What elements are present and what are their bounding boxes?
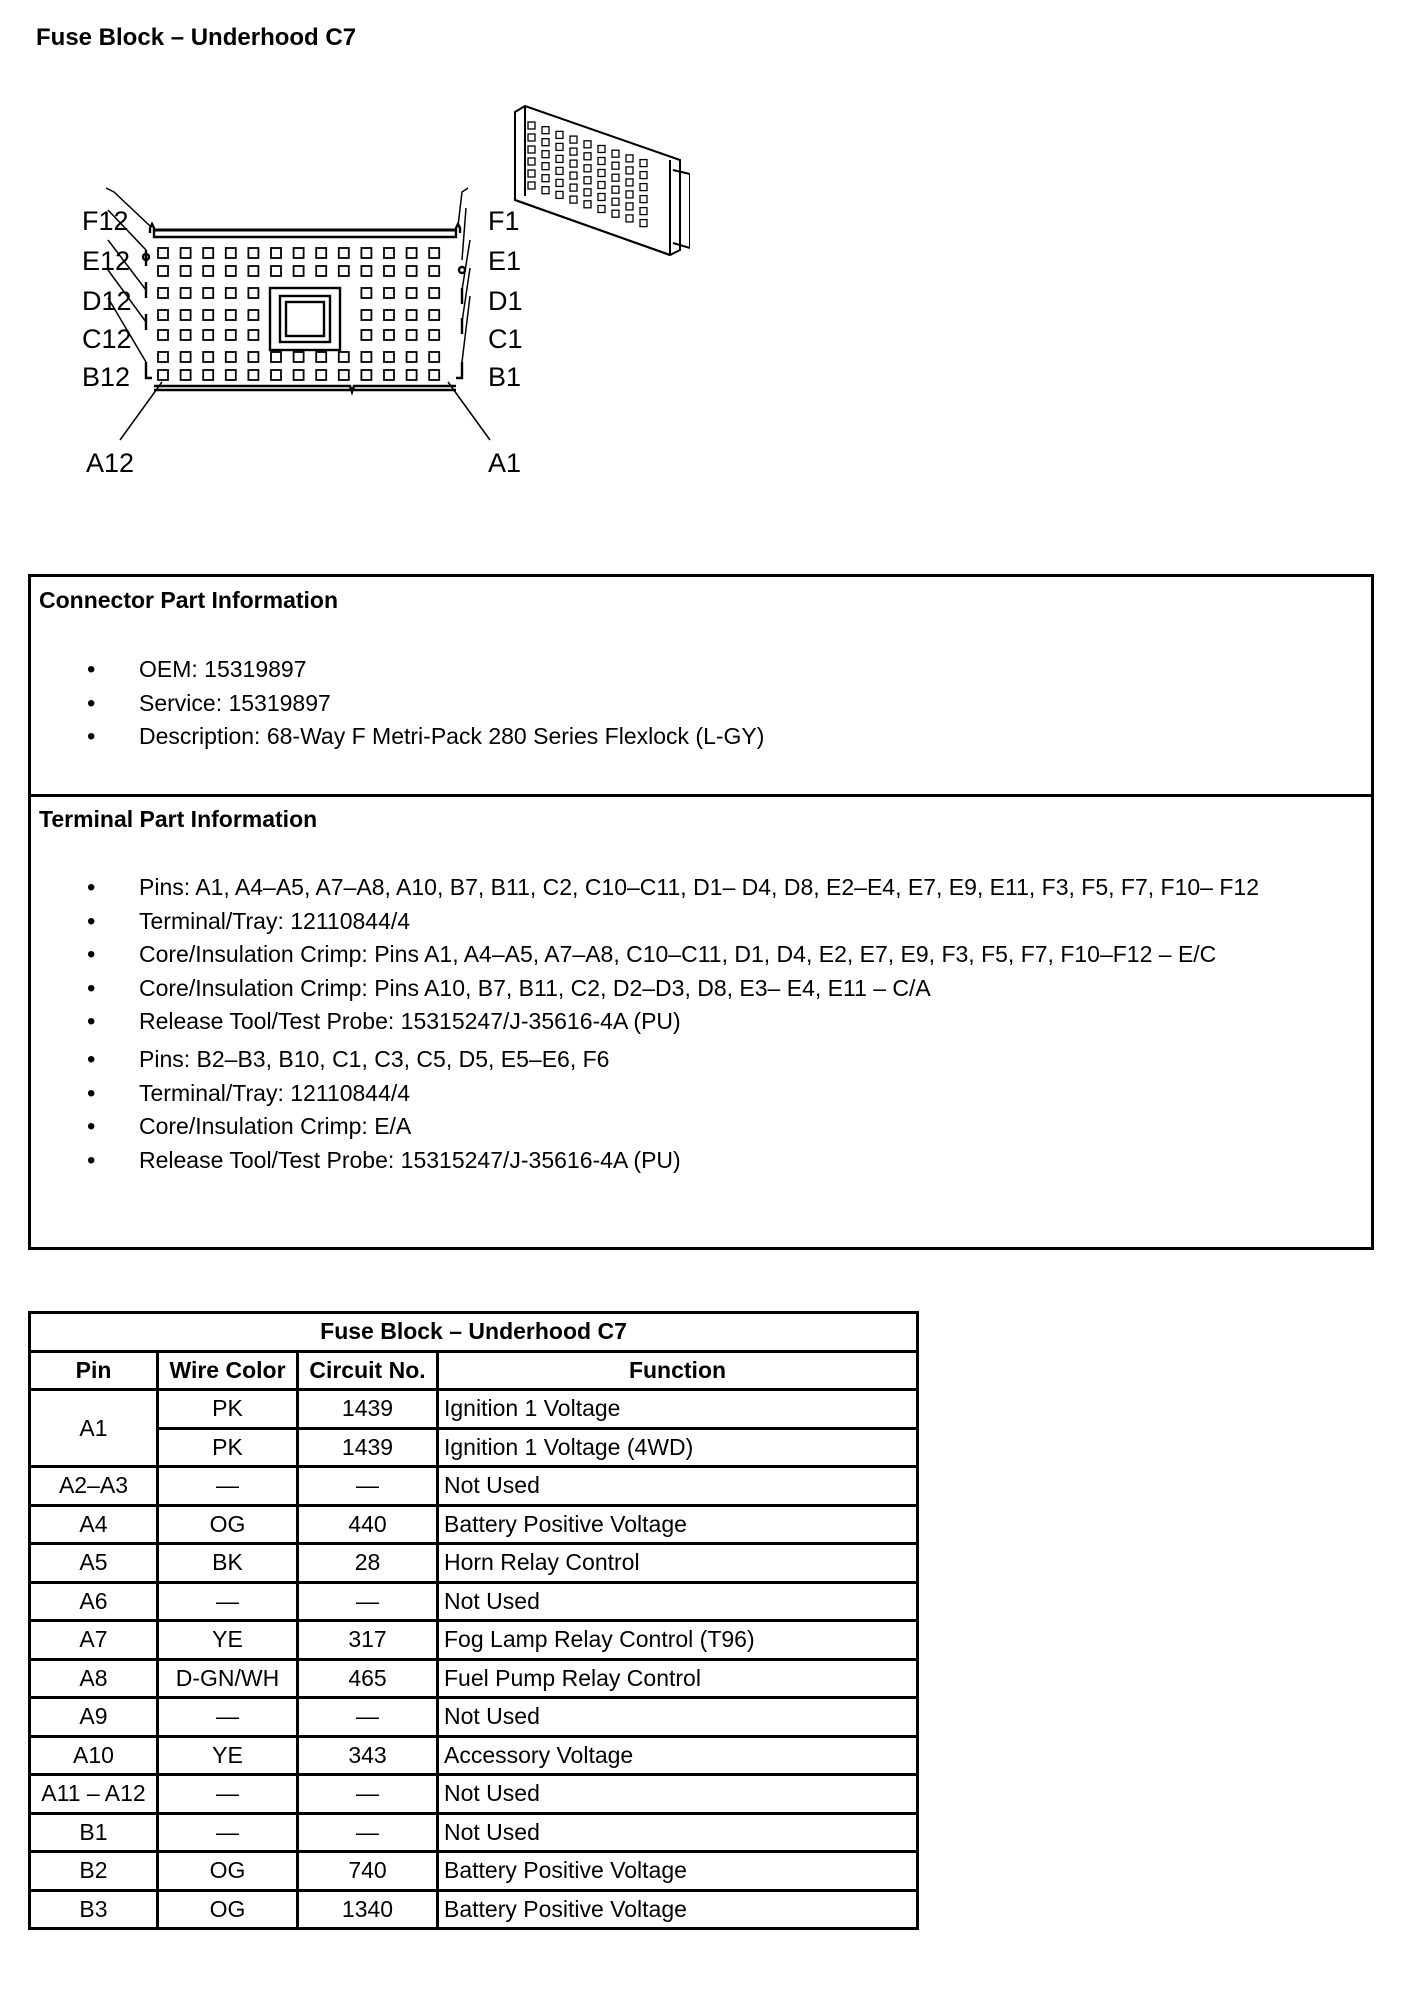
cell-pin: A2–A3 — [30, 1467, 158, 1506]
list-item: • OEM: 15319897 — [31, 653, 764, 687]
pin-cavity — [158, 288, 168, 298]
pin-cavity — [271, 248, 281, 258]
pin-cavity — [407, 370, 417, 380]
cell-circuit: 740 — [298, 1852, 438, 1891]
pin-cavity — [384, 266, 394, 276]
table-row — [30, 1736, 918, 1775]
cell-circuit: 317 — [298, 1621, 438, 1660]
pin-cavity — [271, 370, 281, 380]
pin-cavity — [158, 248, 168, 258]
pin-cavity — [429, 248, 439, 258]
table-row — [30, 1698, 918, 1737]
list-item: • Pins: B2–B3, B10, C1, C3, C5, D5, E5–E6, F6 — [31, 1043, 681, 1077]
pin-cavity — [248, 266, 258, 276]
cell-wire: D-GN/WH — [158, 1659, 298, 1698]
cell-pin: A5 — [30, 1544, 158, 1583]
table-row — [30, 1890, 918, 1929]
connector-info-heading: Connector Part Information — [39, 587, 339, 613]
pin-cavity — [158, 370, 168, 380]
pin-cavity — [429, 288, 439, 298]
pin-cavity — [226, 266, 236, 276]
page-title: Fuse Block – Underhood C7 — [36, 24, 357, 51]
cell-circuit: 1439 — [298, 1428, 438, 1467]
table-row — [30, 1582, 918, 1621]
pin-cavity — [181, 248, 191, 258]
cell-wire: YE — [158, 1621, 298, 1660]
cell-wire: — — [158, 1467, 298, 1506]
cell-pin: A4 — [30, 1505, 158, 1544]
cell-function: Ignition 1 Voltage (4WD) — [438, 1428, 918, 1467]
pin-cavity — [339, 352, 349, 362]
pin-cavity — [339, 248, 349, 258]
label-d1: D1 — [488, 286, 523, 316]
cell-wire: OG — [158, 1852, 298, 1891]
cell-function: Fog Lamp Relay Control (T96) — [438, 1621, 918, 1660]
label-e12: E12 — [82, 246, 131, 276]
pin-cavity — [203, 352, 213, 362]
pin-cavity — [203, 288, 213, 298]
pin-cavity — [248, 352, 258, 362]
cell-circuit: 343 — [298, 1736, 438, 1775]
list-item: • Core/Insulation Crimp: Pins A1, A4–A5, A7–A8, C10–C11, D1, D4, E2, E7, E9, F3, F5, F7, F10–F12 – E/C — [31, 938, 1259, 972]
cell-circuit: 465 — [298, 1659, 438, 1698]
cell-pin: B1 — [30, 1813, 158, 1852]
cell-circuit: 1340 — [298, 1890, 438, 1929]
pin-cavity — [361, 352, 371, 362]
label-b1: B1 — [488, 362, 522, 392]
pin-table-title: Fuse Block – Underhood C7 — [30, 1313, 918, 1352]
cell-wire: PK — [158, 1390, 298, 1429]
column-header-wire-color: Wire Color — [158, 1351, 298, 1390]
list-item: • Terminal/Tray: 12110844/4 — [31, 1077, 681, 1111]
pin-cavity — [429, 330, 439, 340]
cell-function: Ignition 1 Voltage — [438, 1390, 918, 1429]
cell-pin: B2 — [30, 1852, 158, 1891]
pin-cavity — [294, 370, 304, 380]
pin-cavity — [384, 370, 394, 380]
pin-cavity — [226, 310, 236, 320]
pin-cavity — [429, 370, 439, 380]
list-item: • Pins: A1, A4–A5, A7–A8, A10, B7, B11, C2, C10–C11, D1– D4, D8, E2–E4, E7, E9, E11, F3, F5, F7, F10– F12 — [31, 871, 1259, 905]
cell-function: Not Used — [438, 1467, 918, 1506]
table-row — [30, 1390, 918, 1429]
pin-cavity — [226, 330, 236, 340]
pin-cavity — [226, 370, 236, 380]
label-f12: F12 — [82, 206, 129, 236]
pin-cavity — [361, 266, 371, 276]
cell-function: Battery Positive Voltage — [438, 1890, 918, 1929]
label-a12: A12 — [86, 448, 135, 478]
pin-cavity — [429, 352, 439, 362]
list-item: • Release Tool/Test Probe: 15315247/J-35616-4A (PU) — [31, 1144, 681, 1178]
pin-cavity — [158, 330, 168, 340]
cell-wire: — — [158, 1698, 298, 1737]
pin-cavity — [248, 310, 258, 320]
list-item: • Core/Insulation Crimp: E/A — [31, 1110, 681, 1144]
cell-circuit: 28 — [298, 1544, 438, 1583]
cell-function: Battery Positive Voltage — [438, 1505, 918, 1544]
pin-cavity — [407, 248, 417, 258]
cell-pin: A10 — [30, 1736, 158, 1775]
table-row — [30, 1621, 918, 1660]
pin-cavity — [407, 266, 417, 276]
pin-cavity — [361, 310, 371, 320]
pin-cavity — [181, 352, 191, 362]
list-item: • Terminal/Tray: 12110844/4 — [31, 905, 1259, 939]
cell-pin: A1 — [30, 1390, 158, 1467]
pin-cavity — [203, 248, 213, 258]
pin-cavity — [203, 370, 213, 380]
column-header-circuit: Circuit No. — [298, 1351, 438, 1390]
pin-cavity — [248, 288, 258, 298]
terminal-info-heading: Terminal Part Information — [39, 806, 318, 832]
pin-cavity — [248, 330, 258, 340]
label-c1: C1 — [488, 324, 523, 354]
pin-cavity — [248, 248, 258, 258]
table-row — [30, 1544, 918, 1583]
label-f1: F1 — [488, 206, 520, 236]
cell-pin: B3 — [30, 1890, 158, 1929]
cell-wire: YE — [158, 1736, 298, 1775]
pin-cavity — [384, 352, 394, 362]
pin-cavity — [158, 266, 168, 276]
terminal-info-list-2 — [31, 1043, 681, 1177]
pin-cavity — [226, 248, 236, 258]
table-row — [30, 1775, 918, 1814]
cell-pin: A8 — [30, 1659, 158, 1698]
cell-circuit: 1439 — [298, 1390, 438, 1429]
pin-cavity — [316, 352, 326, 362]
pin-cavity — [226, 288, 236, 298]
cell-circuit: — — [298, 1582, 438, 1621]
connector-3d-illustration — [515, 106, 690, 255]
pin-cavity — [271, 352, 281, 362]
table-row — [30, 1428, 918, 1467]
pin-cavity — [361, 330, 371, 340]
pin-cavity — [361, 248, 371, 258]
cell-wire: OG — [158, 1505, 298, 1544]
table-row — [30, 1467, 918, 1506]
cell-wire: PK — [158, 1428, 298, 1467]
cell-function: Not Used — [438, 1582, 918, 1621]
pin-cavity — [407, 352, 417, 362]
cell-circuit: — — [298, 1467, 438, 1506]
pin-cavity — [181, 370, 191, 380]
cell-pin: A11 – A12 — [30, 1775, 158, 1814]
pin-cavity — [181, 330, 191, 340]
connector-diagram — [70, 100, 690, 490]
pin-cavity — [294, 352, 304, 362]
cell-pin: A7 — [30, 1621, 158, 1660]
pin-cavity — [316, 248, 326, 258]
cell-wire: — — [158, 1813, 298, 1852]
cell-pin: A6 — [30, 1582, 158, 1621]
pin-cavity — [407, 288, 417, 298]
table-row — [30, 1659, 918, 1698]
cell-pin: A9 — [30, 1698, 158, 1737]
list-item: • Service: 15319897 — [31, 687, 764, 721]
pin-cavity — [384, 288, 394, 298]
list-item: • Description: 68-Way F Metri-Pack 280 Series Flexlock (L-GY) — [31, 720, 764, 754]
pin-cavity — [316, 370, 326, 380]
pin-cavity — [384, 310, 394, 320]
cell-function: Battery Positive Voltage — [438, 1852, 918, 1891]
label-c12: C12 — [82, 324, 132, 354]
pin-table — [28, 1311, 919, 1930]
label-e1: E1 — [488, 246, 522, 276]
pin-cavity — [158, 310, 168, 320]
table-row — [30, 1505, 918, 1544]
cell-wire: — — [158, 1775, 298, 1814]
label-d12: D12 — [82, 286, 132, 316]
cell-wire: OG — [158, 1890, 298, 1929]
list-item: • Release Tool/Test Probe: 15315247/J-35616-4A (PU) — [31, 1005, 1259, 1039]
cell-function: Horn Relay Control — [438, 1544, 918, 1583]
pin-cavity — [181, 310, 191, 320]
pin-cavity — [271, 266, 281, 276]
pin-cavity — [316, 266, 326, 276]
pin-cavity — [339, 370, 349, 380]
pin-cavity — [158, 352, 168, 362]
connector-front-view — [143, 224, 465, 392]
pin-cavity — [294, 248, 304, 258]
section-divider — [31, 794, 1371, 797]
pin-cavity — [361, 370, 371, 380]
part-information-box — [28, 574, 1374, 1250]
pin-cavity — [203, 310, 213, 320]
cell-function: Not Used — [438, 1698, 918, 1737]
table-row — [30, 1813, 918, 1852]
pin-cavity — [407, 330, 417, 340]
pin-cavity — [429, 266, 439, 276]
cell-function: Fuel Pump Relay Control — [438, 1659, 918, 1698]
column-header-function: Function — [438, 1351, 918, 1390]
list-item: • Core/Insulation Crimp: Pins A10, B7, B11, C2, D2–D3, D8, E3– E4, E11 – C/A — [31, 972, 1259, 1006]
pin-cavity — [203, 266, 213, 276]
connector-info-list — [31, 653, 764, 754]
cell-function: Not Used — [438, 1775, 918, 1814]
pin-cavity — [181, 288, 191, 298]
label-b12: B12 — [82, 362, 131, 392]
cell-function: Accessory Voltage — [438, 1736, 918, 1775]
pin-cavity — [294, 266, 304, 276]
cell-circuit: — — [298, 1813, 438, 1852]
cell-wire: — — [158, 1582, 298, 1621]
label-a1: A1 — [488, 448, 522, 478]
pin-cavity — [339, 266, 349, 276]
pin-cavity — [361, 288, 371, 298]
pin-cavity — [203, 330, 213, 340]
terminal-info-list-1 — [31, 871, 1259, 1039]
cell-circuit: 440 — [298, 1505, 438, 1544]
cell-wire: BK — [158, 1544, 298, 1583]
column-header-pin: Pin — [30, 1351, 158, 1390]
pin-cavity — [407, 310, 417, 320]
pin-cavity — [429, 310, 439, 320]
cell-circuit: — — [298, 1698, 438, 1737]
pin-cavity — [384, 330, 394, 340]
pin-cavity — [248, 370, 258, 380]
pin-cavity — [226, 352, 236, 362]
cell-circuit: — — [298, 1775, 438, 1814]
pin-cavity — [384, 248, 394, 258]
cell-function: Not Used — [438, 1813, 918, 1852]
table-row — [30, 1852, 918, 1891]
pin-cavity — [181, 266, 191, 276]
